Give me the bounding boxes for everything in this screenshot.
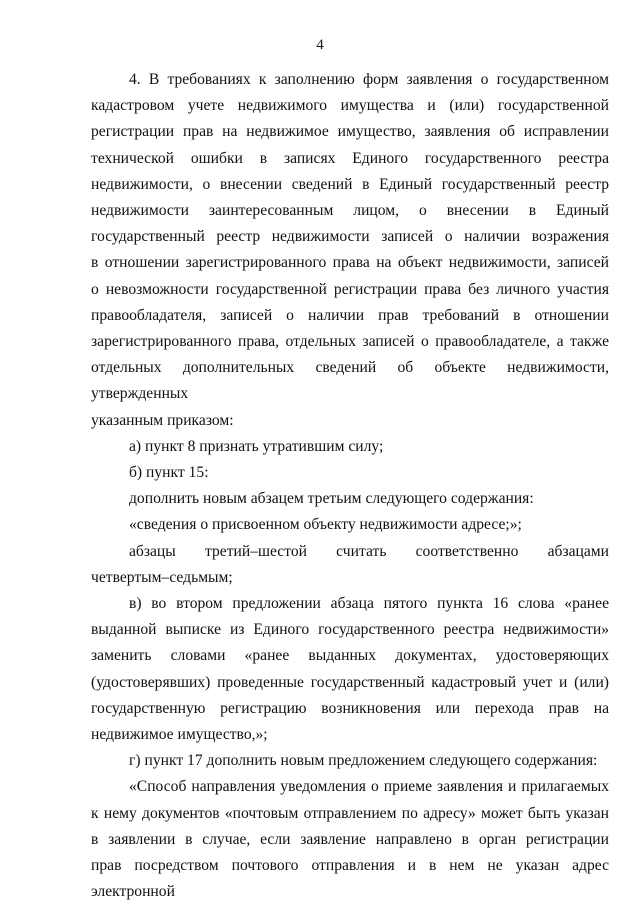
- text-line: (удостоверявших) проведенные государственный кадастровый учет и (или): [91, 673, 609, 691]
- text-line: дополнить новым абзацем третьим следующего содержания:: [129, 490, 534, 508]
- text-line: недвижимое имущество,»;: [91, 726, 268, 744]
- text-line: отдельных дополнительных сведений об объекте недвижимости, утвержденных: [91, 359, 609, 403]
- text-line: о невозможности государственной регистрации права без личного участия: [91, 280, 609, 298]
- subitem-b-addition: [91, 486, 609, 512]
- text-line: государственную регистрацию возникновения или перехода прав на: [91, 699, 609, 717]
- text-line: г) пункт 17 дополнить новым предложением следующего содержания:: [129, 752, 598, 770]
- text-line: к нему документов «почтовым отправлением по адресу» может быть указан: [91, 804, 609, 822]
- text-line: прав посредством почтового отправления и в нем не указан адрес электронной: [91, 857, 609, 901]
- text-line: государственный реестр недвижимости записей о наличии возражения: [91, 228, 609, 246]
- text-line: а) пункт 8 признать утратившим силу;: [129, 437, 384, 455]
- subitem-g-quote: [91, 774, 609, 905]
- text-line: указанным приказом:: [91, 411, 234, 429]
- subitem-g: [91, 748, 609, 774]
- text-line: технической ошибки в записях Единого государственного реестра: [91, 149, 609, 167]
- text-line: четвертым–седьмым;: [91, 568, 233, 586]
- subitem-a: [91, 434, 609, 460]
- text-line: недвижимости заинтересованным лицом, о внесении в Единый: [91, 202, 609, 220]
- text-line: «Способ направления уведомления о приеме заявления и прилагаемых: [129, 778, 609, 796]
- text-line: в отношении зарегистрированного права на объект недвижимости, записей: [91, 254, 609, 272]
- text-line: абзацы третий–шестой считать соответственно абзацами: [129, 542, 609, 560]
- subitem-b-quote: [91, 512, 609, 538]
- text-line: зарегистрированного права, отдельных записей о правообладателе, а также: [91, 333, 609, 351]
- text-line: в) во втором предложении абзаца пятого пункта 16 слова «ранее: [129, 595, 609, 613]
- text-line: выданной выписке из Единого государственного реестра недвижимости»: [91, 621, 609, 639]
- subitem-b: [91, 460, 609, 486]
- text-line: кадастровом учете недвижимого имущества и (или) государственной: [91, 97, 609, 115]
- text-line: б) пункт 15:: [129, 464, 209, 482]
- text-line: заменить словами «ранее выданных документах, удостоверяющих: [91, 647, 609, 665]
- page-number: 4: [316, 37, 324, 53]
- document-body: [91, 67, 609, 906]
- paragraph-4-requirements: [91, 67, 609, 434]
- text-line: недвижимости, о внесении сведений в Единый государственный реестр: [91, 175, 609, 193]
- text-line: в заявлении в случае, если заявление направлено в орган регистрации: [91, 830, 609, 848]
- text-line: регистрации прав на недвижимое имущество, заявления об исправлении: [91, 123, 609, 141]
- text-line: правообладателя, записей о наличии прав требований в отношении: [91, 306, 609, 324]
- text-line: «сведения о присвоенном объекту недвижимости адресе;»;: [129, 516, 522, 534]
- subitem-v: [91, 591, 609, 748]
- text-line: 4. В требованиях к заполнению форм заявления о государственном: [129, 71, 609, 88]
- subitem-b-renumber: [91, 539, 609, 591]
